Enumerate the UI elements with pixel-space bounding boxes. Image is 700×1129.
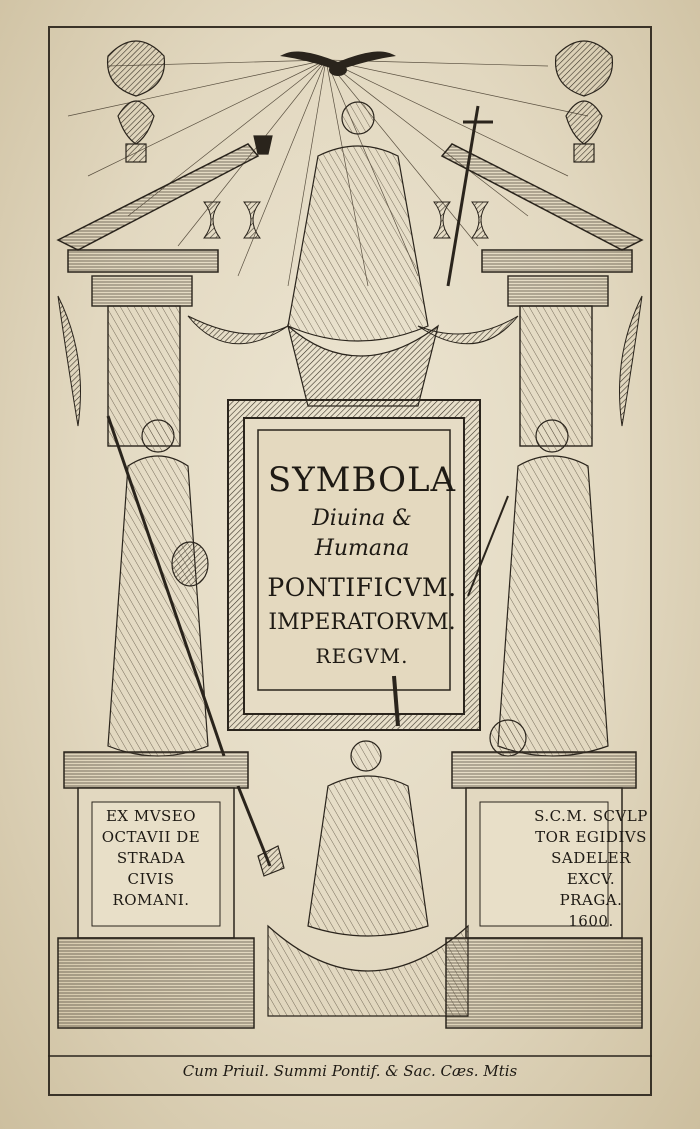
right-plinth-line: S.C.M. SCVLP — [534, 807, 648, 825]
title-symbola: SYMBOLA — [267, 460, 457, 500]
right-column — [508, 276, 608, 446]
left-plinth-line: OCTAVII DE — [101, 828, 201, 846]
right-plinth-line: PRAGA. — [559, 891, 623, 909]
left-column — [92, 276, 192, 446]
title-imperatorum: IMPERATORVM. — [268, 610, 456, 635]
left-plinth-inscription — [92, 806, 210, 911]
privilege-line: Cum Priuil. Summi Pontif. & Sac. Cæs. Mtis — [182, 1062, 518, 1080]
right-plinth-inscription — [532, 806, 650, 932]
title-diuina-humana: Diuina & Humana — [312, 506, 412, 561]
right-flower-urn — [556, 41, 613, 162]
left-flower-urn — [108, 41, 165, 162]
right-plinth-date: 1600. — [568, 912, 614, 930]
left-standing-figure — [108, 416, 224, 756]
right-plinth-line: SADELER EXCV. — [551, 849, 631, 888]
left-plinth-line: EX MVSEO — [105, 807, 197, 825]
title-regum: REGVM. — [315, 644, 409, 668]
left-plinth-line: STRADA CIVIS — [116, 849, 186, 888]
title-pontificum: PONTIFICVM. — [267, 573, 457, 602]
dove-icon — [280, 52, 396, 77]
title-panel — [262, 440, 462, 688]
right-plinth-line: TOR EGIDIVS — [535, 828, 647, 846]
right-standing-figure — [468, 420, 608, 756]
left-plinth-line: ROMANI. — [112, 891, 190, 909]
